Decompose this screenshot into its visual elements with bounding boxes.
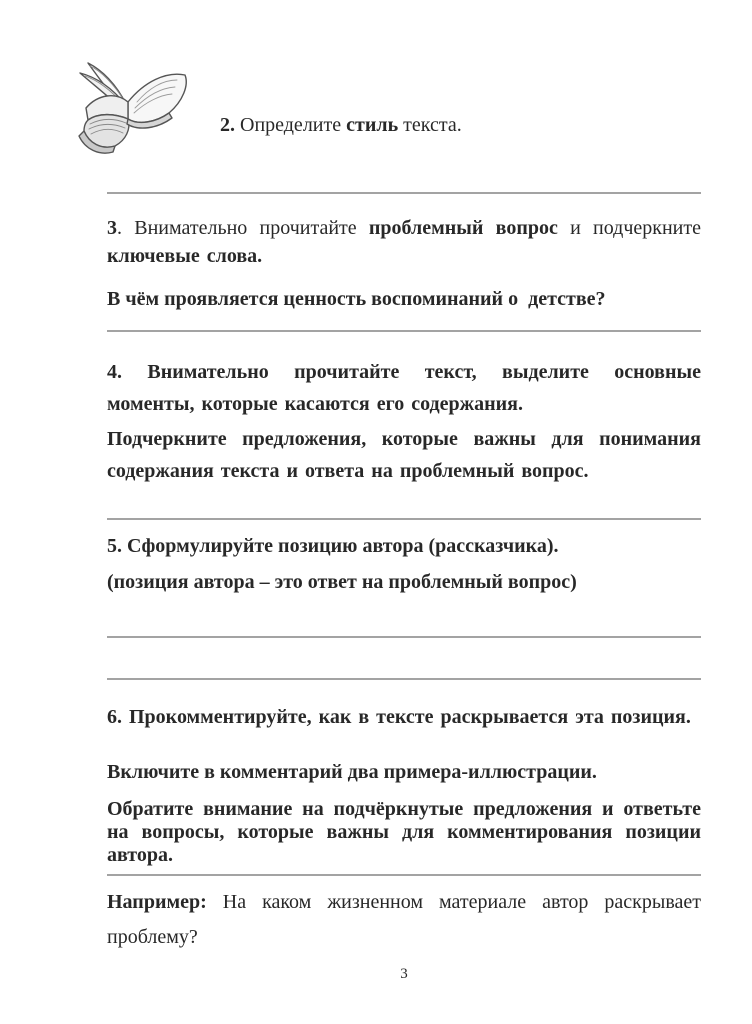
task-3-keyword-a: проблемный вопрос [368,217,558,239]
divider-rule-4 [107,636,701,638]
divider-rule-1 [107,192,701,194]
open-book-icon [68,50,192,162]
task-3-keyword-b: ключевые слова. [107,245,263,267]
task-6-paragraph-1: 6. Прокомментируйте, как в тексте раскрывается эта позиция. [107,706,691,728]
task-2-number: 2. [220,114,235,136]
task-3-seg-a: . Внимательно прочитайте [117,217,369,239]
page-number: 3 [400,966,408,982]
example-label: Например: [107,891,207,913]
task-2-text [220,109,680,141]
task-4-paragraph-1: 4. Внимательно прочитайте текст, выделите основные моменты, которые касаются его содержания. [107,361,701,415]
divider-rule-5 [107,678,701,680]
task-3-number: 3 [107,217,117,239]
task-2-post: текста. [398,114,462,136]
divider-rule-2 [107,330,701,332]
task-5-paragraph-1: 5. Сформулируйте позицию автора (рассказчика). [107,535,559,557]
problem-question: В чём проявляется ценность воспоминаний о детстве? [107,288,606,310]
example-text: На каком жизненном материале автор раскрывает проблему? [107,891,701,948]
task-6-paragraph-2: Включите в комментарий два примера-иллюстрации. [107,761,597,783]
task-6-paragraph-3: Обратите внимание на подчёркнутые предложения и ответьте на вопросы, которые важны для комментирования позиции автора. [107,798,701,866]
task-2-pre: Определите [235,114,347,136]
divider-rule-3 [107,518,701,520]
task-3-seg-b: и подчеркните [557,217,701,239]
task-3-text [107,214,701,270]
open-book-illustration [68,50,192,162]
task-5-paragraph-2: (позиция автора – это ответ на проблемный вопрос) [107,571,577,593]
task-4-paragraph-2: Подчеркните предложения, которые важны для понимания содержания текста и ответа на проблемный вопрос. [107,428,701,482]
example-paragraph [107,885,701,955]
task-2-keyword: стиль [346,114,399,136]
divider-rule-6 [107,874,701,876]
